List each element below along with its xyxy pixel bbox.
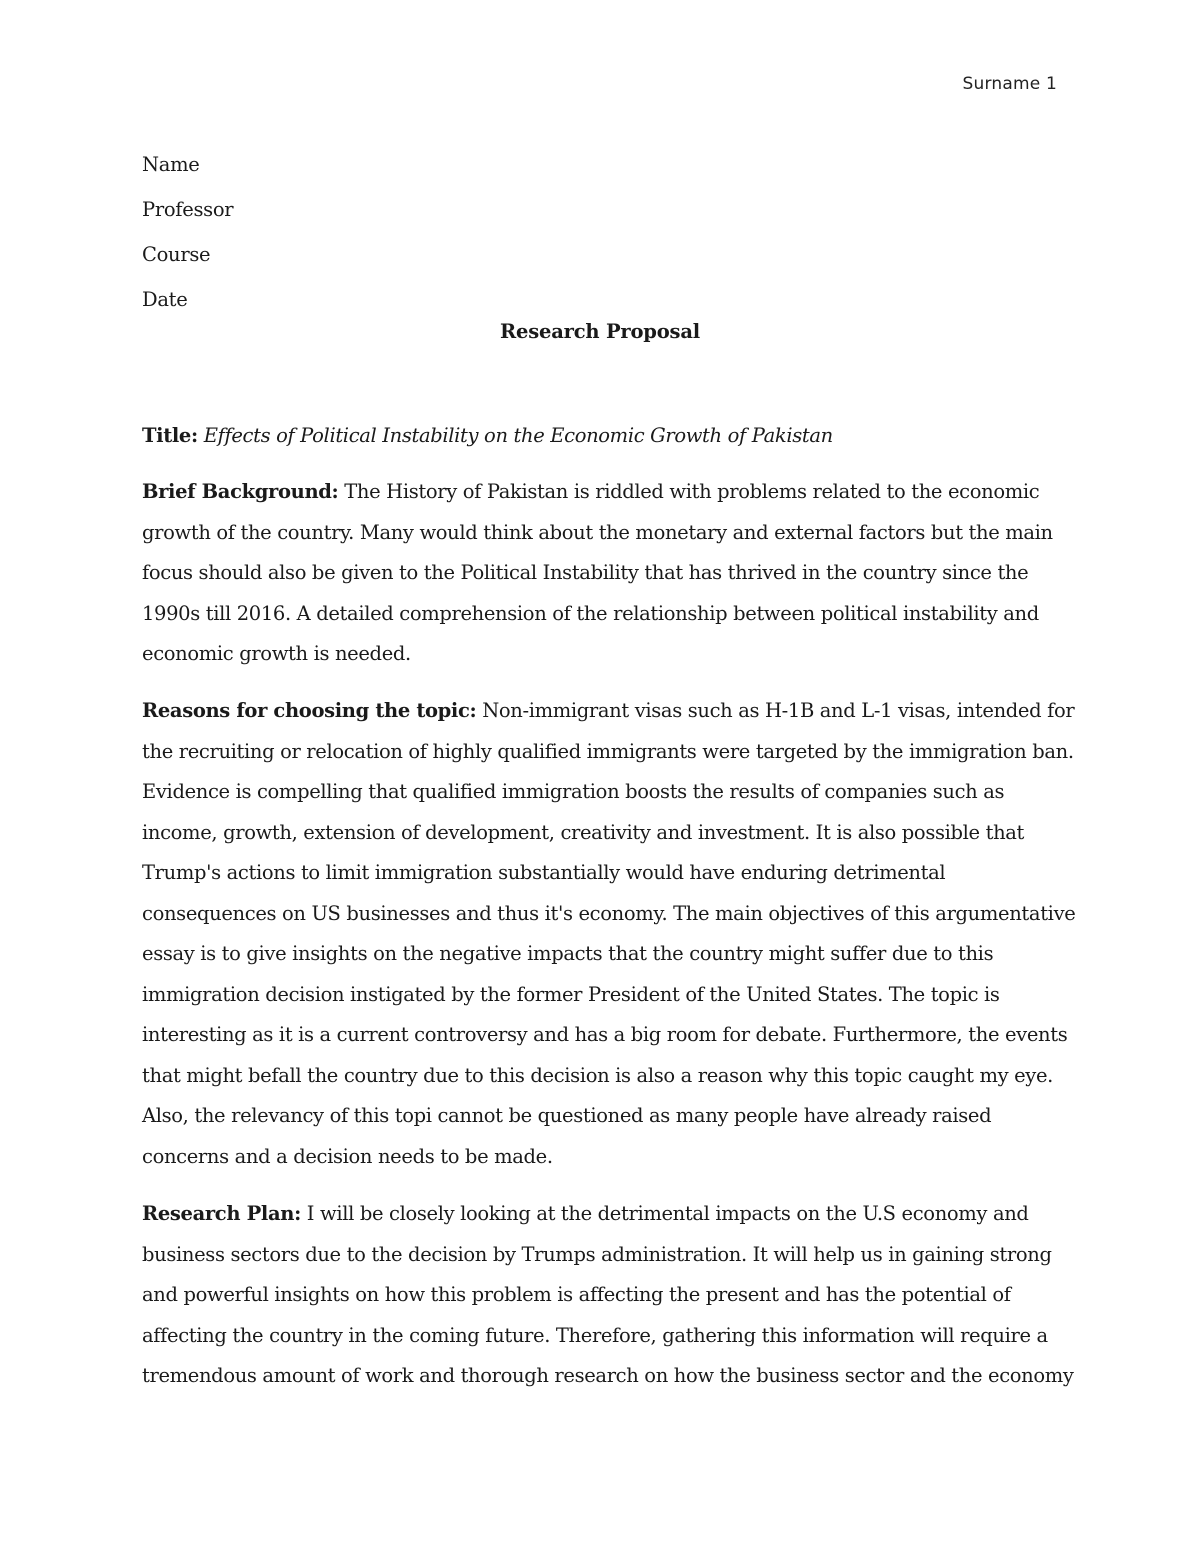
reasons-line-12: concerns and a decision needs to be made. <box>142 1144 553 1168</box>
plan-text-1: I will be closely looking at the detrimental impacts on the U.S economy and <box>300 1202 1029 1225</box>
plan-line-4: affecting the country in the coming future. Therefore, gathering this information will require a <box>142 1323 1048 1347</box>
reasons-line-1 <box>142 691 1075 732</box>
reasons-line-5: Trump's actions to limit immigration substantially would have enduring detrimental <box>142 861 946 884</box>
background-line-2: growth of the country. Many would think about the monetary and external factors but the main <box>142 520 1053 544</box>
background-label: Brief Background: <box>142 480 339 503</box>
document-title: Research Proposal <box>500 320 700 343</box>
header-name: Name <box>142 153 200 176</box>
background-text-1: The History of Pakistan is riddled with problems related to the economic <box>338 480 1040 503</box>
header-course: Course <box>142 243 211 266</box>
plan-paragraph <box>142 1194 1074 1397</box>
reasons-line-9: interesting as it is a current controversy and has a big room for debate. Furthermore, the events <box>142 1023 1068 1046</box>
reasons-label: Reasons for choosing the topic: <box>142 699 477 722</box>
plan-label: Research Plan: <box>142 1202 301 1225</box>
plan-line-5: tremendous amount of work and thorough research on how the business sector and the economy <box>142 1364 1074 1387</box>
plan-line-2: business sectors due to the decision by Trumps administration. It will help us in gaining strong <box>142 1242 1052 1266</box>
title-paragraph <box>142 416 1062 457</box>
reasons-line-10: that might befall the country due to this decision is also a reason why this topic caught my eye. <box>142 1063 1054 1087</box>
title-text: Effects of Political Instability on the Economic Growth of Pakistan <box>203 424 833 447</box>
background-paragraph <box>142 472 1062 675</box>
header-date: Date <box>142 288 188 311</box>
reasons-line-7: essay is to give insights on the negative impacts that the country might suffer due to this <box>142 942 994 965</box>
reasons-paragraph <box>142 691 1076 1177</box>
reasons-line-3: Evidence is compelling that qualified immigration boosts the results of companies such as <box>142 780 1005 803</box>
background-line-5: economic growth is needed. <box>142 642 411 665</box>
reasons-line-2: the recruiting or relocation of highly qualified immigrants were targeted by the immigration ban. <box>142 739 1074 763</box>
background-line-1 <box>142 472 1062 513</box>
background-line-3: focus should also be given to the Political Instability that has thrived in the country since the <box>142 561 1029 584</box>
reasons-line-8: immigration decision instigated by the former President of the United States. The topic is <box>142 982 1000 1006</box>
header-professor: Professor <box>142 198 234 221</box>
background-line-4: 1990s till 2016. A detailed comprehension of the relationship between political instability and <box>142 601 1039 625</box>
reasons-line-6: consequences on US businesses and thus it's economy. The main objectives of this argumentative <box>142 901 1076 925</box>
title-line <box>142 416 1062 457</box>
student-header <box>142 142 233 322</box>
title-label: Title: <box>142 424 198 447</box>
plan-line-3: and powerful insights on how this problem is affecting the present and has the potential of <box>142 1283 1011 1306</box>
reasons-line-11: Also, the relevancy of this topi cannot be questioned as many people have already raised <box>142 1104 992 1127</box>
reasons-line-4: income, growth, extension of development, creativity and investment. It is also possible that <box>142 820 1025 844</box>
running-head: Surname 1 <box>962 74 1057 94</box>
reasons-text-1: Non-immigrant visas such as H-1B and L-1 visas, intended for <box>476 699 1075 722</box>
plan-line-1 <box>142 1194 1062 1235</box>
